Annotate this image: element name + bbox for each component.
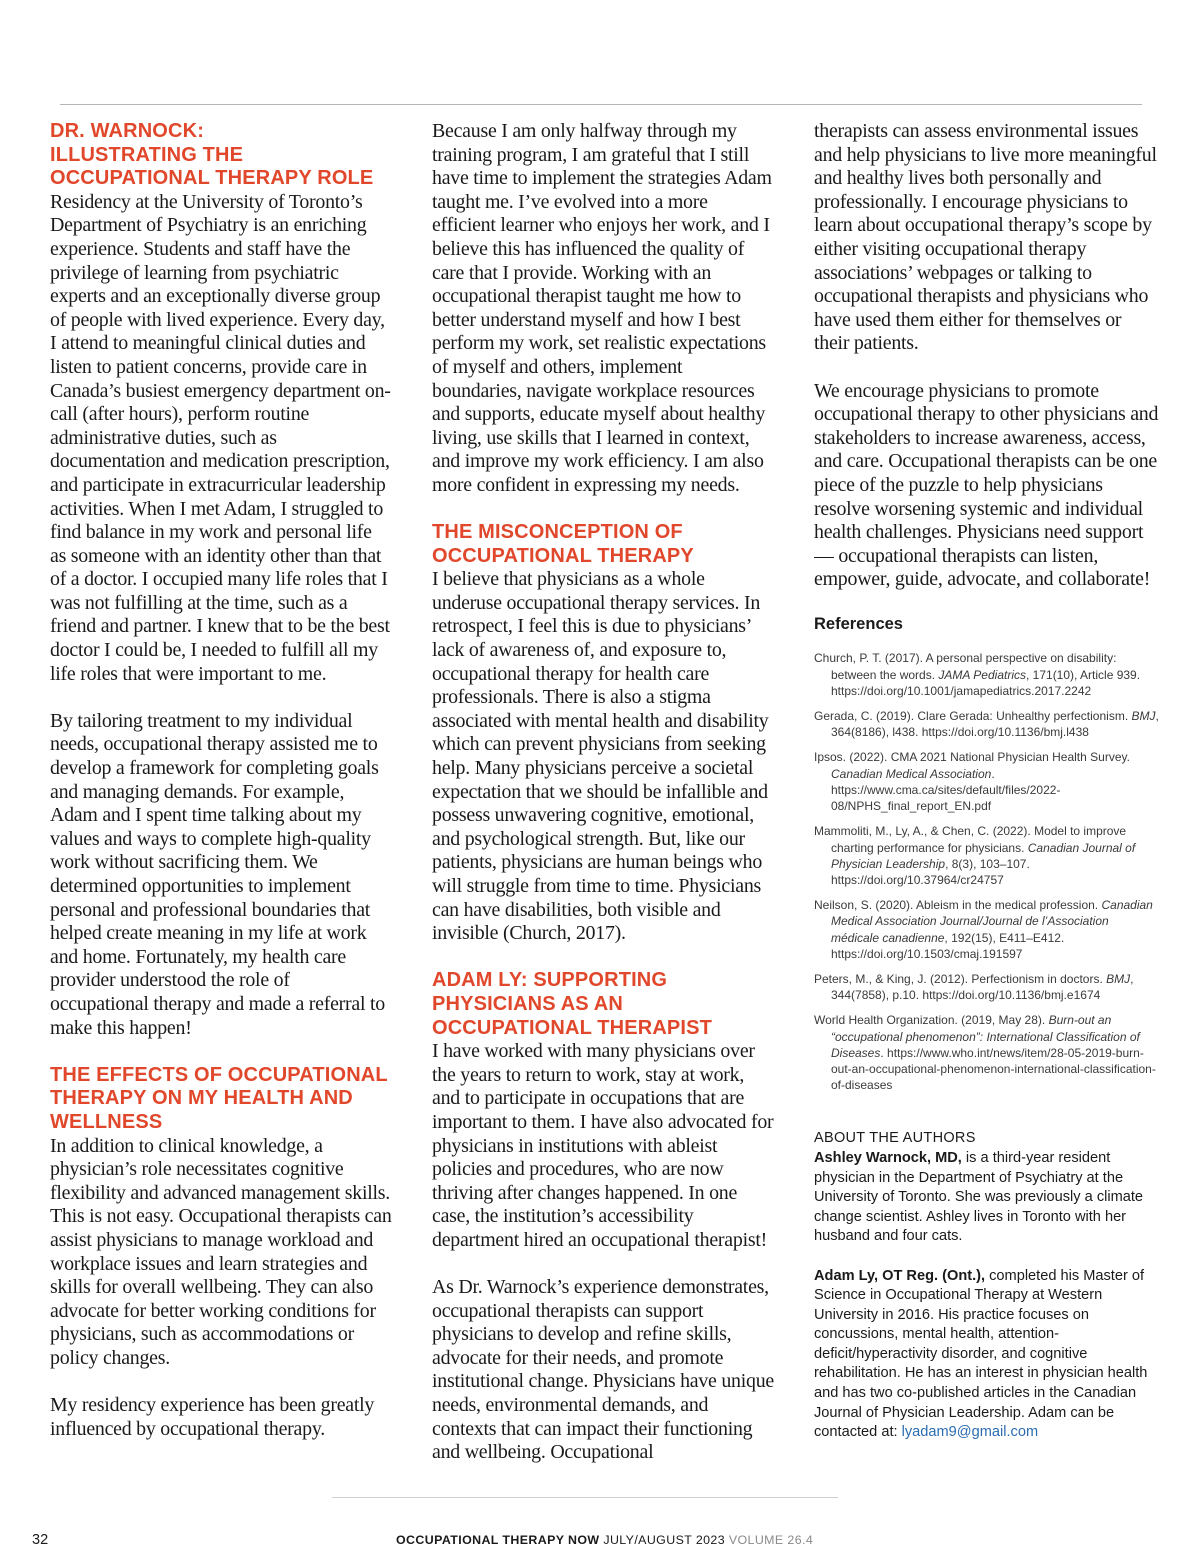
reference-item: Gerada, C. (2019). Clare Gerada: Unhealthy perfectionism. BMJ, 364(8186), l438. https://doi.org/10.1136/bmj.l438 — [814, 709, 1159, 740]
reference-item: Peters, M., & King, J. (2012). Perfectionism in doctors. BMJ, 344(7858), p.10. https://doi.org/10.1136/bmj.e1674 — [814, 971, 1134, 1003]
footer-publication: OCCUPATIONAL THERAPY NOW JULY/AUGUST 2023 VOLUME 26.4 — [396, 1533, 814, 1547]
author-bio-ly: Adam Ly, OT Reg. (Ont.), completed his Master of Science in Occupational Therapy at Western University in 2016. His practice focuses on concussions, mental health, attention-deficit/hyperactivity disorder, and cognitive rehabilitation. He has an interest in physician health and has two co-published articles in the Canadian Journal of Physician Leadership. Adam can be contacted at: lyadam9@gmail.com — [814, 1267, 1148, 1441]
paragraph: By tailoring treatment to my individual needs, occupational therapy assisted me to develop a framework for completing goals and managing demands. For example, Adam and I spent time talking about my values and ways to complete high-quality work without sacrificing them. We determined opportunities to implement personal and professional boundaries that helped create meaning in my life at work and home. Fortunately, my health care provider understood the role of occupational therapy and made a referral to make this happen! — [50, 709, 385, 1039]
author-bio-warnock: Ashley Warnock, MD, is a third-year resident physician in the Department of Psychiatry at the University of Toronto. She was previously a climate change scientist. Ashley lives in Toronto with her husband and four cats. — [814, 1149, 1144, 1245]
section-heading-misconception: THE MISCONCEPTION OF OCCUPATIONAL THERAPY — [432, 521, 694, 567]
paragraph: Because I am only halfway through my training program, I am grateful that I still have time to implement the strategies Adam taught me. I’ve evolved into a more efficient learner who enjoys her work, and I believe this has influenced the quality of care that I provide. Working with an occupational therapist taught me how to better understand myself and how I best perform my work, set realistic expectations of myself and others, implement boundaries, navigate workplace resources and supports, educate myself about healthy living, use skills that I learned in context, and improve my work efficiency. I am also more confident in expressing my needs. — [432, 120, 772, 496]
references-heading: References — [814, 615, 903, 634]
reference-item: Neilson, S. (2020). Ableism in the medical profession. Canadian Medical Association Journal/Journal de l’Association médicale canadienne, 192(15), E411–E412. https://doi.org/10.1503/cmaj.191597 — [814, 898, 1153, 961]
reference-item: Church, P. T. (2017). A personal perspective on disability: between the words. JAMA Pediatrics, 171(10), Article 939. https://doi.org/10.1001/jamapediatrics.2017.2242 — [814, 651, 1141, 698]
paragraph: In addition to clinical knowledge, a physician’s role necessitates cognitive flexibility and advanced management skills. This is not easy. Occupational therapists can assist physicians to manage workload and workplace issues and learn strategies and skills for overall wellbeing. They can also advocate for better working conditions for physicians, such as accommodations or policy changes. — [50, 1134, 392, 1369]
paragraph: therapists can assess environmental issues and help physicians to live more meaningful and healthy lives both personally and professionally. I encourage physicians to learn about occupational therapy’s scope by either visiting occupational therapy associations’ webpages or talking to occupational therapists and physicians who have used them either for themselves or their patients. — [814, 120, 1157, 355]
article-column-2 — [432, 120, 774, 1492]
page-number: 32 — [32, 1532, 49, 1548]
references-list — [814, 650, 1159, 1093]
article-column-1 — [50, 120, 392, 1480]
footer-divider — [332, 1497, 838, 1498]
author-email-link[interactable]: lyadam9@gmail.com — [901, 1424, 1039, 1441]
section-heading-ot-role: DR. WARNOCK: ILLUSTRATING THE OCCUPATIONAL THERAPY ROLE — [50, 120, 374, 190]
paragraph: I have worked with many physicians over the years to return to work, stay at work, and to participate in occupations that are important to them. I have also advocated for physicians in institutions with ableist policies and procedures, who are now thriving after changes happened. In one case, the institution’s accessibility department hired an occupational therapist! — [432, 1040, 774, 1251]
paragraph: As Dr. Warnock’s experience demonstrates, occupational therapists can support physicians to develop and refine skills, advocate for their needs, and promote institutional change. Physicians have unique needs, environmental demands, and contexts that can impact their functioning and wellbeing. Occupational — [432, 1276, 774, 1464]
paragraph: Residency at the University of Toronto’s Department of Psychiatry is an enriching experience. Students and staff have the privilege of learning from psychiatric experts and an exceptionally diverse group of people with lived experience. Every day, I attend to meaningful clinical duties and listen to patient concerns, provide care in Canada’s busiest emergency department on-call (after hours), perform routine administrative duties, such as documentation and medication prescription, and participate in extracurricular leadership activities. When I met Adam, I struggled to find balance in my work and personal life as someone with an identity other than that of a doctor. I occupied many life roles that I was not fulfilling at the time, such as a friend and partner. I knew that to be the best doctor I could be, I needed to fulfill all my life roles that were important to me. — [50, 190, 391, 685]
paragraph: My residency experience has been greatly influenced by occupational therapy. — [50, 1394, 375, 1440]
article-column-3 — [814, 120, 1159, 1460]
paragraph: We encourage physicians to promote occupational therapy to other physicians and stakeholders to increase awareness, access, and care. Occupational therapists can be one piece of the puzzle to help physicians resolve worsening systemic and individual health challenges. Physicians need support — occupational therapists can listen, empower, guide, advocate, and collaborate! — [814, 379, 1159, 591]
paragraph: I believe that physicians as a whole underuse occupational therapy services. In retrospect, I feel this is due to physicians’ lack of awareness of, and exposure to, occupational therapy for health care professionals. There is also a stigma associated with mental health and disability which can prevent physicians from seeking help. Many physicians perceive a societal expectation that we should be infallible and possess unwavering cognitive, emotional, and psychological strength. But, like our patients, physicians are human beings who will struggle from time to time. Physicians can have disabilities, both visible and invisible (Church, 2017). — [432, 568, 769, 945]
reference-item: Ipsos. (2022). CMA 2021 National Physician Health Survey. Canadian Medical Association. https://www.cma.ca/sites/default/files/2022-08/NPHS_final_report_EN.pdf — [814, 750, 1130, 814]
about-authors-heading: ABOUT THE AUTHORS — [814, 1130, 976, 1147]
reference-item: World Health Organization. (2019, May 28). Burn-out an “occupational phenomenon”: International Classification of Diseases. https://www.who.int/news/item/28-05-2019-burn-out-an-occupational-phenomenon-international-classification-of-diseases — [814, 1013, 1156, 1093]
section-heading-effects: THE EFFECTS OF OCCUPATIONAL THERAPY ON MY HEALTH AND WELLNESS — [50, 1063, 388, 1133]
top-divider — [60, 104, 1142, 105]
reference-item: Mammoliti, M., Ly, A., & Chen, C. (2022). Model to improve charting performance for physicians. Canadian Journal of Physician Leadership, 8(3), 103–107. https://doi.org/10.37964/cr24757 — [814, 824, 1136, 887]
section-heading-adam-ly: ADAM LY: SUPPORTING PHYSICIANS AS AN OCCUPATIONAL THERAPIST — [432, 969, 712, 1039]
